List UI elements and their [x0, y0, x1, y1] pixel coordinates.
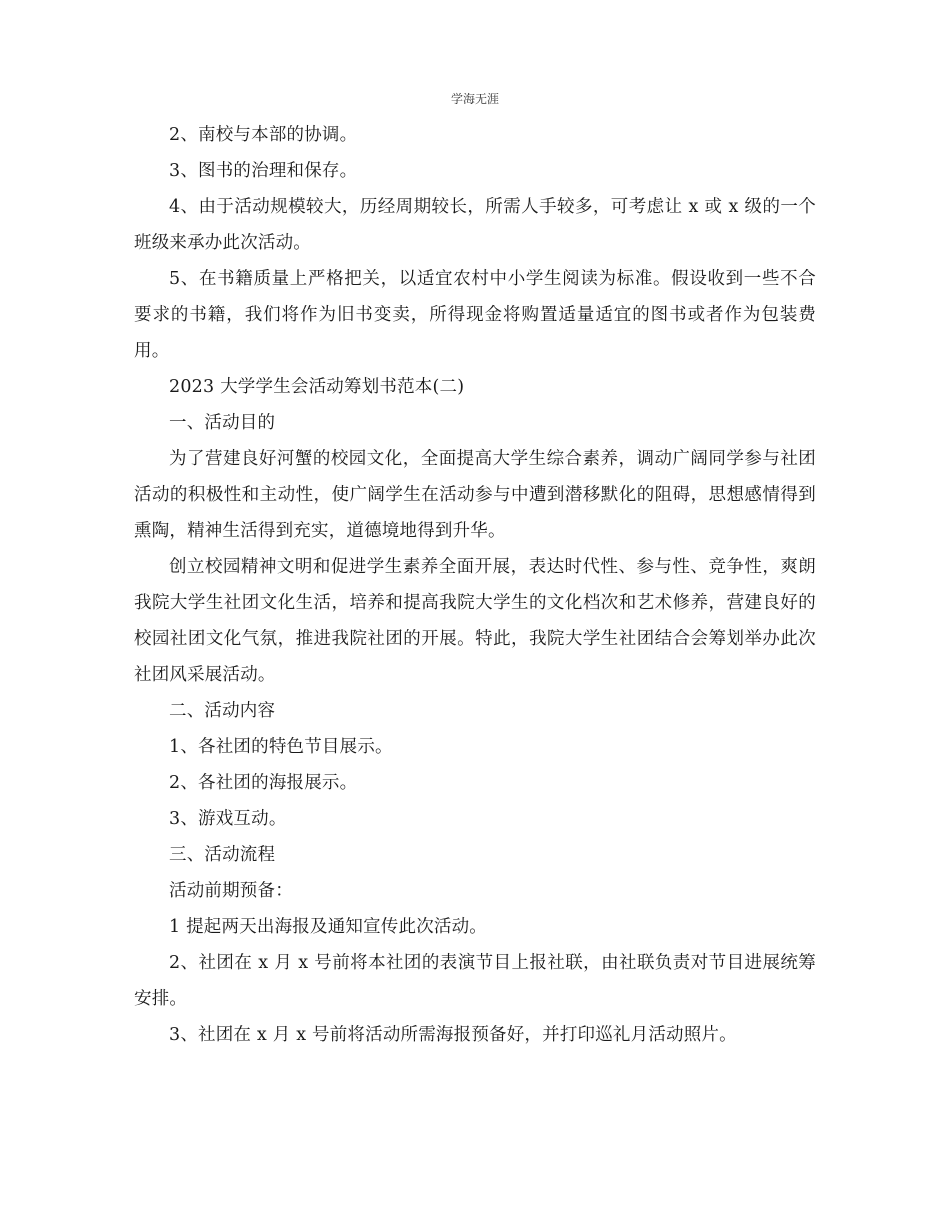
paragraph: 2、南校与本部的协调。 — [169, 125, 358, 145]
section-heading: 三、活动流程 — [169, 845, 276, 865]
section-heading: 一、活动目的 — [169, 413, 276, 433]
section-heading: 二、活动内容 — [169, 701, 276, 721]
list-item: 2、各社团的海报展示。 — [169, 773, 358, 793]
page-header: 学海无涯 — [450, 92, 499, 106]
list-item: 3、社团在 x 月 x 号前将活动所需海报预备好，并打印巡礼月活动照片。 — [169, 1025, 737, 1045]
paragraph: 3、图书的治理和保存。 — [169, 161, 358, 181]
list-item: 3、游戏互动。 — [169, 809, 287, 829]
section-title: 2023 大学学生会活动筹划书范本(二) — [169, 377, 465, 397]
paragraph: 5、在书籍质量上严格把关，以适宜农村中小学生阅读为标准。假设收到一些不合要求的书籍，我们将作为旧书变卖，所得现金将购置适量适宜的图书或者作为包装费用。 — [134, 269, 816, 361]
paragraph: 为了营建良好河蟹的校园文化，全面提高大学生综合素养，调动广阔同学参与社团活动的积极性和主动性，使广阔学生在活动参与中遭到潜移默化的阻碍，思想感情得到熏陶，精神生活得到充实，道德境地得到升华。 — [134, 449, 816, 541]
list-item: 1 提起两天出海报及通知宣传此次活动。 — [169, 917, 487, 937]
paragraph: 创立校园精神文明和促进学生素养全面开展，表达时代性、参与性、竞争性，爽朗我院大学生社团文化生活，培养和提高我院大学生的文化档次和艺术修养，营建良好的校园社团文化气氛，推进我院社团的开展。特此，我院大学生社团结合会筹划举办此次社团风采展活动。 — [134, 557, 816, 685]
paragraph: 4、由于活动规模较大，历经周期较长，所需人手较多，可考虑让 x 或 x 级的一个班级来承办此次活动。 — [134, 197, 816, 253]
document-body — [134, 117, 816, 1053]
list-item: 2、社团在 x 月 x 号前将本社团的表演节目上报社联，由社联负责对节目进展统筹安排。 — [134, 953, 816, 1009]
list-item: 1、各社团的特色节目展示。 — [169, 737, 393, 757]
paragraph: 活动前期预备： — [169, 881, 293, 901]
